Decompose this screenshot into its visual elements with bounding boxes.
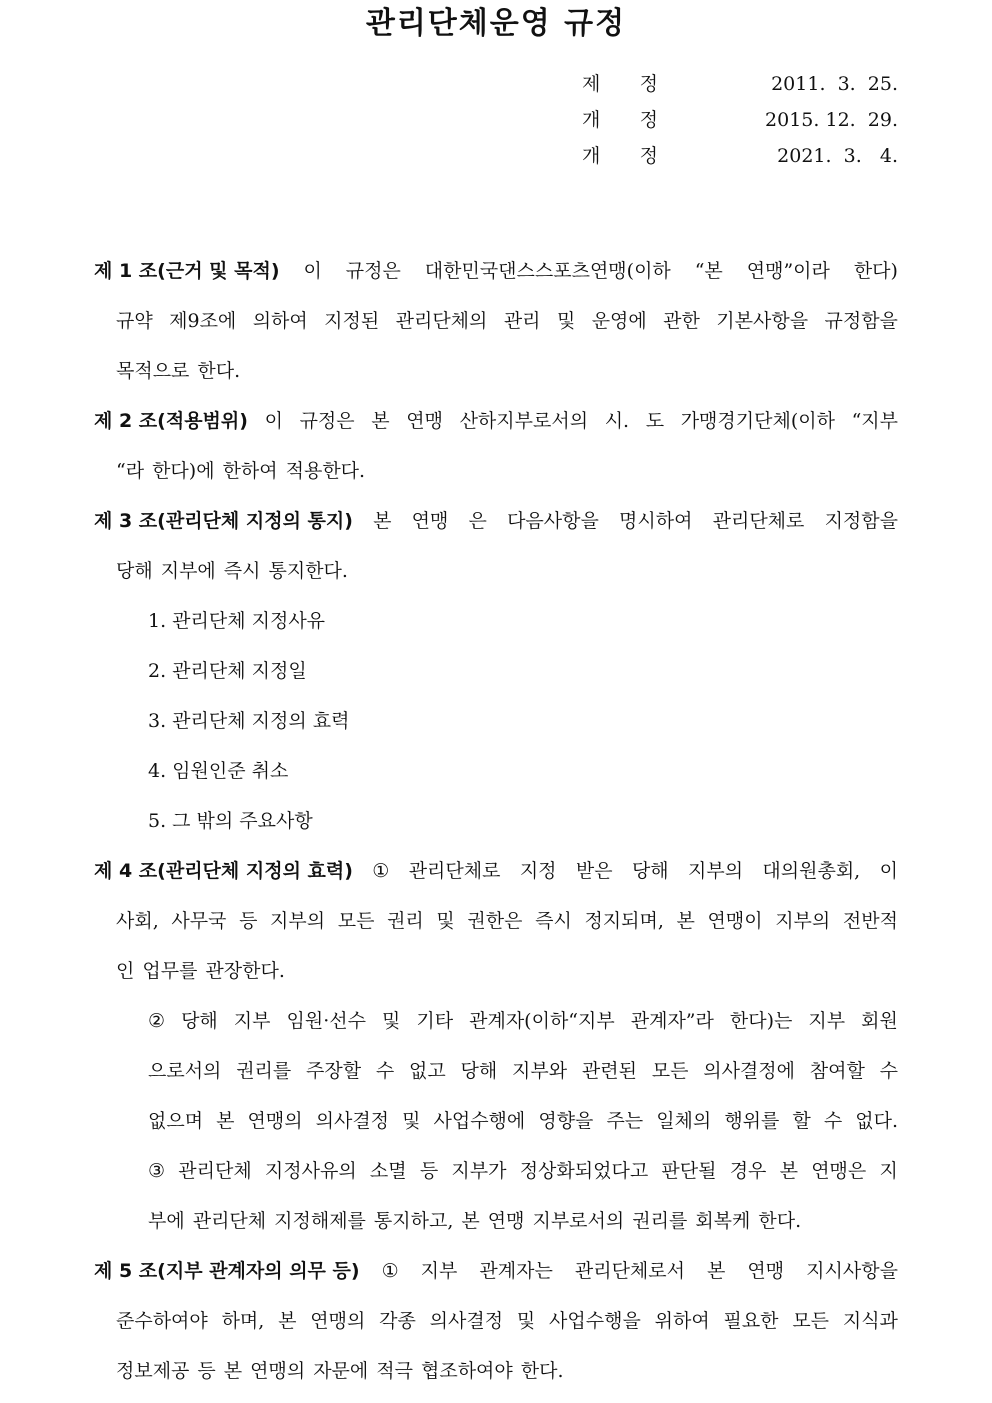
word: 위하여 xyxy=(654,1310,710,1332)
line xyxy=(94,1146,898,1196)
word: 수 xyxy=(879,1060,898,1082)
word: 연맹이 xyxy=(707,910,763,932)
word: 지부 xyxy=(233,1010,271,1032)
word: 관리단체의 xyxy=(395,310,488,332)
word: 기타 xyxy=(416,1010,454,1032)
line xyxy=(94,896,898,946)
word: 규정은 xyxy=(345,260,401,282)
list-item-text: 2. 관리단체 지정일 xyxy=(148,660,307,682)
word: 이 xyxy=(303,260,322,282)
word: 의하여 xyxy=(252,310,308,332)
word: 소멸 xyxy=(369,1160,407,1182)
word: 당해 xyxy=(460,1060,498,1082)
word: 지부의 xyxy=(775,910,831,932)
word: 시. xyxy=(604,410,630,432)
word: 권리 xyxy=(387,910,424,932)
word: 기본사항을 xyxy=(716,310,809,332)
article-2 xyxy=(94,396,898,496)
word: 연맹 xyxy=(411,510,449,532)
list-item xyxy=(94,596,898,646)
word: 이 xyxy=(879,860,898,882)
history-date: 2011. 3. 25. xyxy=(771,73,898,95)
word: 수 xyxy=(375,1060,395,1082)
word: 지정사유의 xyxy=(264,1160,357,1182)
list-item xyxy=(94,646,898,696)
word: 사무국 xyxy=(171,910,227,932)
word: 한하여 xyxy=(222,460,278,482)
word: 연맹 xyxy=(747,1260,785,1282)
word: 통지하고, xyxy=(373,1210,454,1232)
article-1 xyxy=(94,246,898,396)
list-item xyxy=(94,796,898,846)
word: 관계자”라 xyxy=(630,1010,714,1032)
word: ③ xyxy=(148,1160,166,1182)
word: 회복케 xyxy=(695,1210,751,1232)
word: 권리를 xyxy=(632,1210,688,1232)
word: 적극 xyxy=(376,1360,413,1382)
word: 산하지부로서의 xyxy=(459,410,589,432)
word: 관계자는 xyxy=(479,1260,553,1282)
word: 전반적 xyxy=(842,910,898,932)
word: 등 xyxy=(239,910,258,932)
word: 영향을 xyxy=(538,1110,594,1132)
line xyxy=(94,946,898,996)
word: 제9조에 xyxy=(169,310,237,332)
word: 경우 xyxy=(729,1160,767,1182)
article-5 xyxy=(94,1246,898,1396)
word: 관리단체로 xyxy=(408,860,501,882)
word: 등 xyxy=(197,1360,216,1382)
list-item-text: 5. 그 밖의 주요사항 xyxy=(148,810,313,832)
history-type-char: 정 xyxy=(639,73,658,95)
word: 본 xyxy=(278,1310,297,1332)
word: 지부의 xyxy=(688,860,744,882)
word: 관련된 xyxy=(581,1060,637,1082)
word: 대의원총회, xyxy=(762,860,861,882)
word: 연맹은 xyxy=(811,1160,867,1182)
word: 통지한다. xyxy=(268,560,348,582)
word: “지부 xyxy=(851,410,898,432)
word: 적용한다. xyxy=(285,460,366,482)
list-item-text: 4. 임원인준 취소 xyxy=(148,760,289,782)
word: ① xyxy=(372,860,390,882)
word: 및 xyxy=(556,310,576,332)
history-date: 2015. 12. 29. xyxy=(765,109,898,131)
line xyxy=(94,846,898,896)
word: 및 xyxy=(516,1310,536,1332)
word: 임원·선수 xyxy=(286,1010,366,1032)
word: 즉시 xyxy=(223,560,261,582)
line xyxy=(94,396,898,446)
article-heading: 제 3 조(관리단체 지정의 통지) xyxy=(94,510,353,532)
history-row xyxy=(582,66,898,102)
word: 지부의 xyxy=(270,910,326,932)
word: 부에 xyxy=(148,1210,185,1232)
word: 지부로서의 xyxy=(532,1210,625,1232)
word: 수 xyxy=(823,1110,843,1132)
word: 업무를 xyxy=(142,960,198,982)
revision-history xyxy=(582,66,898,174)
word: 의사결정 xyxy=(315,1110,390,1132)
article-heading: 제 1 조(근거 및 목적) xyxy=(94,260,280,282)
word: 본 xyxy=(216,1110,235,1132)
word: 사업수행에 xyxy=(433,1110,526,1132)
word: 본 xyxy=(461,1210,480,1232)
article-heading: 제 2 조(적용범위) xyxy=(94,410,248,432)
word: 사업수행을 xyxy=(549,1310,641,1332)
word: 자문에 xyxy=(313,1360,369,1382)
word: 한다. xyxy=(758,1210,802,1232)
history-type-char: 개 xyxy=(582,145,601,167)
word: 주장할 xyxy=(306,1060,362,1082)
word: 모든 xyxy=(337,910,375,932)
word: 이 xyxy=(264,410,283,432)
word: 한다. xyxy=(520,1360,564,1382)
word: 운영에 xyxy=(591,310,647,332)
word: 지정 xyxy=(519,860,557,882)
word: 필요한 xyxy=(723,1310,779,1332)
word: “본 xyxy=(694,260,723,282)
article-heading: 제 5 조(지부 관계자의 의무 등) xyxy=(94,1260,360,1282)
word: 규정함을 xyxy=(824,310,898,332)
word: 회원 xyxy=(861,1010,898,1032)
word: 의사결정에 xyxy=(703,1060,795,1082)
word: 본 xyxy=(676,910,695,932)
word: 참여할 xyxy=(809,1060,865,1082)
history-row xyxy=(582,102,898,138)
word: 관리단체로 xyxy=(712,510,805,532)
word: 연맹”이라 xyxy=(746,260,830,282)
word: 행위를 xyxy=(724,1110,780,1132)
word: 지시사항을 xyxy=(806,1260,898,1282)
word: 없고 xyxy=(409,1060,446,1082)
word: 가맹경기단체(이하 xyxy=(680,410,835,432)
word: 규정은 xyxy=(299,410,355,432)
word: 일체의 xyxy=(656,1110,712,1132)
word: 하며, xyxy=(221,1310,265,1332)
word: 관리단체 xyxy=(192,1210,267,1232)
word: 연맹의 xyxy=(250,1360,306,1382)
word: 본 xyxy=(373,510,392,532)
word: 한다. xyxy=(197,360,241,382)
word: ② xyxy=(148,1010,166,1032)
word: 지부에 xyxy=(160,560,216,582)
word: 당해 xyxy=(116,560,153,582)
word: 지정함을 xyxy=(824,510,898,532)
word: 사회, xyxy=(116,910,159,932)
word: 지부 xyxy=(808,1010,846,1032)
word: 도 xyxy=(645,410,665,432)
word: 목적으로 xyxy=(116,360,190,382)
word: 지정된 xyxy=(324,310,380,332)
word: 한다) xyxy=(853,260,898,282)
word: 본 xyxy=(371,410,390,432)
word: 관장한다. xyxy=(205,960,285,982)
word: 즉시 xyxy=(535,910,572,932)
word: 으로서의 xyxy=(148,1060,222,1082)
history-type-char: 정 xyxy=(639,109,658,131)
word: 권리를 xyxy=(236,1060,292,1082)
list-item xyxy=(94,696,898,746)
word: 및 xyxy=(382,1010,401,1032)
word: 관리단체 xyxy=(178,1160,252,1182)
line xyxy=(94,246,898,296)
word: 연맹의 xyxy=(310,1310,366,1332)
word: 등 xyxy=(419,1160,439,1182)
list-item-text: 1. 관리단체 지정사유 xyxy=(148,610,326,632)
word: 및 xyxy=(436,910,455,932)
word: 관리 xyxy=(503,310,541,332)
line xyxy=(94,996,898,1046)
line xyxy=(94,346,898,396)
line xyxy=(94,446,898,496)
word: 정지되며, xyxy=(584,910,664,932)
word: 의사결정 xyxy=(429,1310,504,1332)
word: 각종 xyxy=(379,1310,416,1332)
line xyxy=(94,296,898,346)
word: 준수하여야 xyxy=(116,1310,208,1332)
word: 받은 xyxy=(575,860,613,882)
word: 모든 xyxy=(651,1060,689,1082)
word: 규약 xyxy=(116,310,153,332)
list-item-text: 3. 관리단체 지정의 효력 xyxy=(148,710,350,732)
word: 본 xyxy=(707,1260,726,1282)
word: 관계자(이하“지부 xyxy=(469,1010,615,1032)
word: 정보제공 xyxy=(116,1360,190,1382)
word: 지식과 xyxy=(842,1310,898,1332)
history-type xyxy=(582,102,658,138)
line xyxy=(94,1246,898,1296)
word: 지정해제를 xyxy=(274,1210,366,1232)
line xyxy=(94,1096,898,1146)
word: 관리단체로서 xyxy=(574,1260,685,1282)
word: 판단될 xyxy=(661,1160,717,1182)
history-type-char: 정 xyxy=(639,145,658,167)
line xyxy=(94,1046,898,1096)
word: 지 xyxy=(879,1160,898,1182)
word: 연맹의 xyxy=(247,1110,303,1132)
word: 다음사항을 xyxy=(507,510,599,532)
word: 지부가 xyxy=(451,1160,507,1182)
word: 연맹 xyxy=(406,410,443,432)
history-date: 2021. 3. 4. xyxy=(777,145,898,167)
word: 관한 xyxy=(663,310,700,332)
word: 모든 xyxy=(792,1310,830,1332)
word: 연맹 xyxy=(487,1210,525,1232)
article-4 xyxy=(94,846,898,1246)
line xyxy=(94,1196,898,1246)
line xyxy=(94,496,898,546)
history-type-char: 개 xyxy=(582,109,601,131)
word: 및 xyxy=(402,1110,421,1132)
word: 권한은 xyxy=(467,910,523,932)
word: 지부와 xyxy=(512,1060,568,1082)
word: 은 xyxy=(468,510,487,532)
history-type xyxy=(582,66,658,102)
word: 인 xyxy=(116,960,135,982)
word: 한다)는 xyxy=(729,1010,793,1032)
document-body xyxy=(94,246,898,1396)
line xyxy=(94,1296,898,1346)
list-item xyxy=(94,746,898,796)
article-3 xyxy=(94,496,898,846)
word: 없다. xyxy=(855,1110,898,1132)
article-heading: 제 4 조(관리단체 지정의 효력) xyxy=(94,860,353,882)
line xyxy=(94,546,898,596)
word: 주는 xyxy=(606,1110,644,1132)
history-type xyxy=(582,138,658,174)
word: 없으며 xyxy=(148,1110,204,1132)
word: “라 xyxy=(116,460,145,482)
history-type-char: 제 xyxy=(582,73,601,95)
document-title: 관리단체운영 규정 xyxy=(365,6,627,41)
word: 당해 xyxy=(631,860,669,882)
word: 한다)에 xyxy=(152,460,215,482)
word: 당해 xyxy=(181,1010,218,1032)
word: 지부 xyxy=(420,1260,458,1282)
word: 정상화되었다고 xyxy=(519,1160,649,1182)
word: 대한민국댄스스포츠연맹(이하 xyxy=(424,260,671,282)
word: 협조하여야 xyxy=(420,1360,513,1382)
word: 할 xyxy=(792,1110,811,1132)
word: 명시하여 xyxy=(619,510,693,532)
line xyxy=(94,1346,898,1396)
word: ① xyxy=(381,1260,399,1282)
word: 본 xyxy=(223,1360,243,1382)
history-row xyxy=(582,138,898,174)
word: 본 xyxy=(779,1160,798,1182)
